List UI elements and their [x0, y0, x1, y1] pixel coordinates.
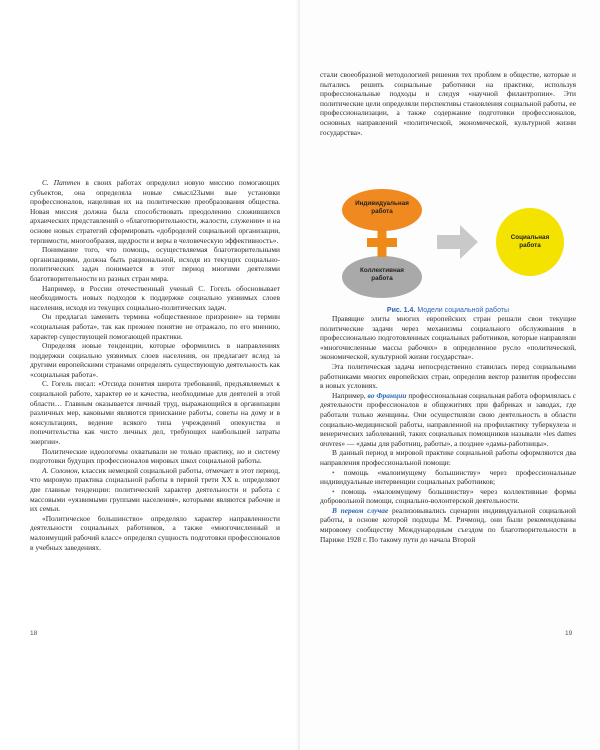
highlight-first-case: В первом случае [332, 505, 389, 515]
caption-text: Модели социальной работы [417, 307, 510, 314]
left-paragraph-4: Он предлагал заменить термина «общественное призрение» на термин «социальная работа», так как прежнее понятие не отражало, по его мнению, характер существующей помогающей практики. [30, 312, 280, 341]
left-paragraph-6: С. Гогель писал: «Отсюда понятия широта требований, предъявляемых к социальной работе, характер ее и качества, необходимые для деятелей в этой области… Главным оказывается личный труд, выражающийся в организации различных мер, каковыми являются прииcкание работы, советы на дому и в консультациях, ведение всякого типа учреждений опекунства и попечительства как чисто личных дел, требующих наибольшей затраты энергии». [30, 379, 280, 447]
left-paragraph-5: Определяя новые тенденции, которые оформились в направлениях поддержки социально уязвимых слоев населения, он предлагает вслед за другими европейскими странами определять существующую деятельность как «социальная работа». [30, 341, 280, 379]
bullet-item [320, 487, 576, 506]
bullet-text: помощь «малоимущему большинству» через профессиональные индивидуальные интервенции социальных работников; [320, 467, 576, 487]
right-top-paragraph: стали своеобразной методологией решения тех проблем в обществе, которые и пытались решить социальные работники на практике, используя профессиональные подходы и следуя «научной филантропии». Эти политические цели определяли перспективы становления социальной работы, ее профессионализации, а также содержание подготовки профессионалов, основных направлений «политической, экономической, культурной жизни государства». [320, 70, 576, 137]
plus-icon [367, 228, 397, 257]
page-number-right: 19 [565, 630, 573, 637]
right-paragraph-5 [320, 506, 576, 544]
bullet-icon: • [332, 486, 335, 496]
right-paragraph-3 [320, 391, 576, 449]
left-paragraph-7: Политические идеологемы охватывали не только практику, но и систему подготовки будущих профессионалов мировых школ социальной работы. [30, 446, 280, 466]
left-paragraph-3: Например, в России отечественный ученый С. Гогель обосновывает необходимость новых подходов к поддержке социально уязвимых слоев населения, исходя из текущих социально-политических задач. [30, 283, 280, 312]
bullet-item [320, 468, 576, 487]
paragraph-text: в своих работах определил новую миссию помогающих субъектов, она определяла новые смысл23ыми вые установки профессионалов, нацеливая их на политические преобразования общества. Новая миссия должна была способствовать преодолению сложившихся архаических представлений о «благотворительности, жалости, служении» и на основе новых стратегий сформировать «доброделей социальной организации, терпимости, многообразия, щедрости и веры в человеческую эффективность». [30, 178, 280, 245]
left-paragraph-8 [30, 466, 280, 514]
author-name: А. Соломон [42, 465, 78, 475]
right-paragraph-2: Эта политическая задача непосредственно ставилась перед социальными работниками многих европейских стран, определив вектор развития профессии в новых условиях. [320, 361, 576, 391]
arrow-right-icon [437, 225, 478, 259]
right-top-text [320, 70, 576, 137]
bullet-icon: • [332, 467, 335, 477]
caption-number: Рис. 1.4. [386, 307, 416, 314]
right-page-text [320, 314, 576, 544]
figure-social-work-models [320, 185, 576, 315]
collective-work-label: Коллективная работа [360, 267, 404, 282]
highlight-france: во Франции [367, 390, 407, 400]
paragraph-text: , классик немецкой социальной работы, отмечает в этот период, что мировую практика социальной работы в первой трети XX в. определяют две главные тенденции: политический характер деятельности и работа с массовыми «уязвимыми группами населения», которыми являются рабочие и их семьи. [30, 465, 280, 514]
paragraph-text: Например, [332, 390, 368, 400]
individual-work-label: Индивидуальная работа [355, 200, 409, 215]
right-paragraph-1: Правящие элиты многих европейских стран решали свои текущие политические задачи через механизмы социального обслуживания в профессионально подготовленных социальных работников, которые направляли «многочисленные массы рабочих» в определенное русло «политической, экономической, культурной жизни государства». [320, 314, 576, 362]
left-paragraph-1 [30, 178, 280, 245]
paragraph-text: реализовывались сценарии индивидуальной социальной работы, в основе которой подходы М. Ричмонд, они были рекомендованы мировому сообществу Международным съездом по благотворительности в Париже 1928 г. По такому пути до начала Второй [320, 505, 576, 544]
bullet-text: помощь «малоимущему большинству» через коллективные формы добровольной помощи, социально-волонтерской деятельности. [320, 486, 576, 506]
page-number-left: 18 [30, 630, 38, 637]
left-paragraph-2: Понимание того, что помощь, осуществляемая благотворительными организациями, должна быть рациональной, исходя из текущих социально-политических задач понимается в этот период многими деятелями благотворительности из разных стран мира. [30, 245, 280, 283]
social-work-label: Социальная работа [510, 234, 550, 249]
author-name: С. Паттен [42, 178, 81, 187]
paragraph-text: профессиональная социальная работа оформлялась с деятельности профессионалов в общежитиях при фабриках и заводах, где работали только женщины. Они осуществляли свою деятельность в области социально-медицинской работы, направленной на профилактику туберкулеза и венерических заболеваний, таких социальных помощников называли «les dames œuvres» — «дамы для работниц, работы», а позднее «дамы-работницы». [320, 390, 576, 448]
right-paragraph-4: В данный период в мировой практике социальной работы оформляются два направления профессиональной помощи: [320, 448, 576, 467]
left-page-text [30, 178, 280, 552]
left-paragraph-9: «Политическое большинство» определяло характер направленности деятельности социальных работников, а также «многочисленный и малоимущий рабочий класс» определял сущность подготовки профессионалов в учебных заведениях. [30, 513, 280, 552]
figure-caption [320, 307, 576, 314]
